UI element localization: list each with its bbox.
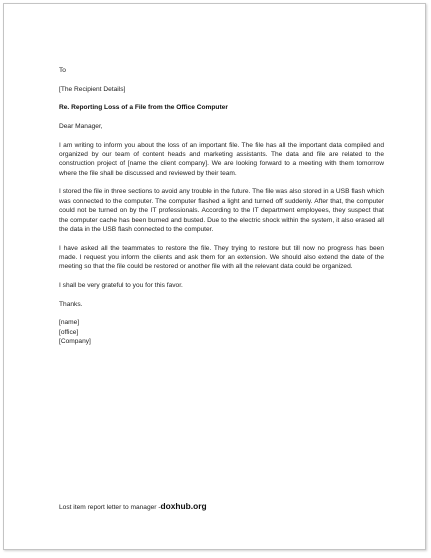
footer-caption-text: Lost item report letter to manager - [59, 504, 161, 511]
signature-name: [name] [59, 319, 80, 327]
letter-page [3, 3, 426, 550]
paragraph-3: I have asked all the teammates to restore the file. They trying to restore but till now no progress has been made. I request you inform the clients and ask them for an extension. We should also extend the date of the meeting so that the file could be restored or another file with all the relevant data could be organized. [59, 244, 384, 271]
footer-brand: doxhub.org [160, 501, 207, 511]
salutation: Dear Manager, [59, 122, 103, 130]
paragraph-2: I stored the file in three sections to avoid any trouble in the future. The file was also stored in a USB flash which was connected to the computer. The computer flashed a light and turned off suddenly. After that, the computer could not be turned on by the IT professionals. According to the IT department employees, they suspect that the computer cache has been burned and busted. Due to the electric shock within the system, it also erased all the data in the USB flash connected to the computer. [59, 188, 384, 234]
signature-block [59, 318, 384, 346]
signature-company: [Company] [59, 338, 91, 346]
letter-body [59, 66, 384, 346]
recipient-details: [The Recipient Details] [59, 85, 126, 93]
closing: Thanks. [59, 300, 83, 308]
footer-caption [59, 501, 207, 511]
paragraph-1: I am writing to inform you about the loss of an important file. The file has all the important data compiled and organized by our team of content heads and marketing assistants. The data and file are related to the construction project of [name the client company]. We are looking forward to a meeting with them tomorrow where the file shall be discussed and reviewed by their team. [59, 141, 384, 177]
subject-line: Re. Reporting Loss of a File from the Office Computer [59, 104, 228, 112]
signature-office: [office] [59, 328, 79, 336]
paragraph-4: I shall be very grateful to you for this favor. [59, 282, 183, 290]
to-line: To [59, 67, 66, 74]
